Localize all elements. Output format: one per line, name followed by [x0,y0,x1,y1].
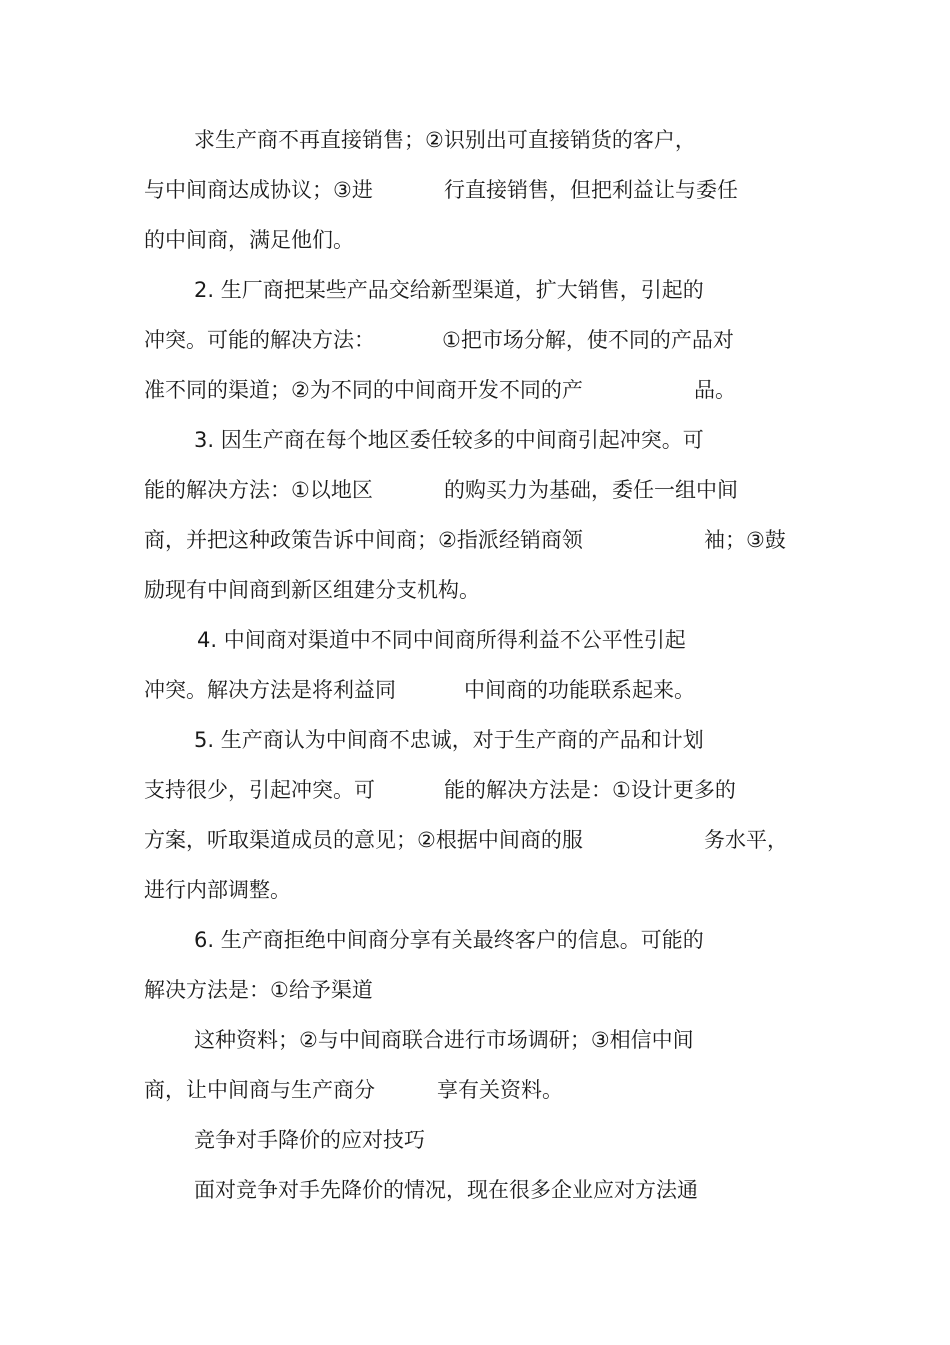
text-segment: 支持很少，引起冲突。可 [144,778,375,802]
text-segment: 面对竞争对手先降价的情况，现在很多企业应对方法通 [194,1178,698,1202]
text-segment: 与中间商达成协议；③进 [144,178,373,202]
text-segment: 能的解决方法：①以地区 [144,478,373,502]
text-segment: 商，并把这种政策告诉中间商；②指派经销商领 [144,528,583,552]
text-segment: 行直接销售，但把利益让与委任 [444,178,738,202]
text-segment: ①把市场分解，使不同的产品对 [442,328,734,352]
text-segment: 冲突。解决方法是将利益同 [144,678,396,702]
text-segment: 的中间商，满足他们。 [144,228,354,252]
text-segment: 5. 生产商认为中间商不忠诚，对于生产商的产品和计划 [194,728,704,752]
text-segment: 品。 [694,378,736,402]
text-segment: 竞争对手降价的应对技巧 [194,1128,425,1152]
text-segment: 6. 生产商拒绝中间商分享有关最终客户的信息。可能的 [194,928,704,952]
text-segment: 励现有中间商到新区组建分支机构。 [144,578,480,602]
text-segment: 4. 中间商对渠道中不同中间商所得利益不公平性引起 [197,628,686,652]
text-segment: 准不同的渠道；②为不同的中间商开发不同的产 [144,378,583,402]
text-segment: 这种资料；②与中间商联合进行市场调研；③相信中间 [194,1028,694,1052]
text-segment: 袖；③鼓 [704,528,786,552]
text-segment: 3. 因生产商在每个地区委任较多的中间商引起冲突。可 [194,428,704,452]
text-segment: 商，让中间商与生产商分 [144,1078,375,1102]
text-segment: 求生产商不再直接销售；②识别出可直接销货的客户， [194,128,696,152]
text-segment: 能的解决方法是：①设计更多的 [444,778,736,802]
text-segment: 方案，听取渠道成员的意见；②根据中间商的服 [144,828,583,852]
text-segment: 务水平， [704,828,788,852]
text-segment: 进行内部调整。 [144,878,291,902]
text-segment: 的购买力为基础，委任一组中间 [444,478,738,502]
text-segment: 享有关资料。 [437,1078,563,1102]
text-segment: 解决方法是：①给予渠道 [144,978,373,1002]
text-segment: 2. 生厂商把某些产品交给新型渠道，扩大销售，引起的 [194,278,704,302]
text-segment: 冲突。可能的解决方法： [144,328,375,352]
text-segment: 中间商的功能联系起来。 [464,678,695,702]
